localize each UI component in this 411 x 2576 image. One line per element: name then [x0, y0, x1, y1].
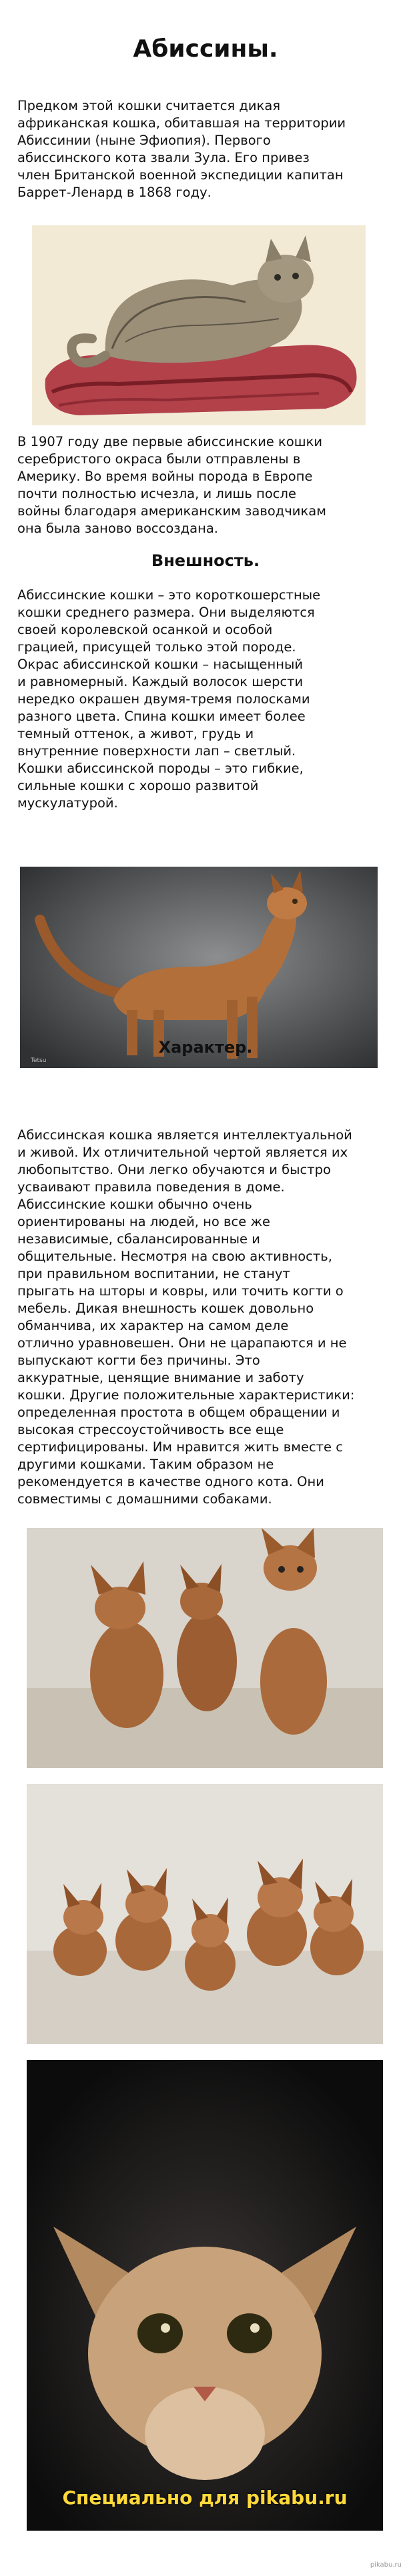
- intro-paragraph: Предком этой кошки считается дикая африканская кошка, обитавшая на территории Абиссинии (ныне Эфиопия). Первого абиссинского кота звали Зула. Его привез член Британской военной экспедиции капитан Баррет-Ленард в 1868 году.: [17, 98, 346, 200]
- closeup-cat-photo: [27, 2060, 383, 2531]
- watermark-text: Специально для pikabu.ru: [62, 2487, 348, 2509]
- kittens-photo-row: [27, 1784, 383, 2044]
- history-paragraph: В 1907 году две первые абиссинские кошки серебристого окраса были отправлены в Америку. Во время войны порода в Европе почти полностью исчезла, и лишь после войны благодаря американским заводчикам она была заново воссоздана.: [17, 434, 326, 536]
- appearance-heading: Внешность.: [151, 551, 260, 570]
- footer-mark: pikabu.ru: [370, 2561, 402, 2569]
- photo-signature: Tetsu: [31, 1057, 47, 1064]
- kittens-photo-playing: [27, 1528, 383, 1768]
- engraving-cat-illustration: [32, 225, 366, 425]
- character-paragraph: Абиссинская кошка является интеллектуальной и живой. Их отличительной чертой является их любопытство. Они легко обучаются и быстро усваивают правила поведения в доме. Абиссинские кошки обычно очень ориентированы на людей, но все же независимые, сбалансированные и общительные. Несмотря на свою активность, при правильном воспитании, не станут прыгать на шторы и ковры, или точить когти о мебель. Дикая внешность кошек довольно обманчива, их характер на самом деле отлично уравновешен. Они не царапаются и не выпускают когти без причины. Это аккуратные, ценящие внимание и заботу кошки. Другие положительные характеристики: определенная простота в общем обращении и высокая стрессоустойчивость все еще сертифицированы. Им нравится жить вместе с другими кошками. Таким образом не рекомендуется в качестве одного кота. Они совместимы с домашними собаками.: [17, 1127, 355, 1507]
- page-title: Абиссины.: [133, 35, 278, 63]
- appearance-paragraph: Абиссинские кошки – это короткошерстные кошки среднего размера. Они выделяются своей королевской осанкой и особой грацией, присущей только этой породе. Окрас абиссинской кошки – насыщенный и равномерный. Каждый волосок шерсти нередко окрашен двумя-тремя полосками разного цвета. Спина кошки имеет более темный оттенок, а живот, грудь и внутренние поверхности лап – светлый. Кошки абиссинской породы – это гибкие, сильные кошки с хорошо развитой мускулатурой.: [17, 587, 321, 811]
- character-heading: Характер.: [158, 1038, 253, 1057]
